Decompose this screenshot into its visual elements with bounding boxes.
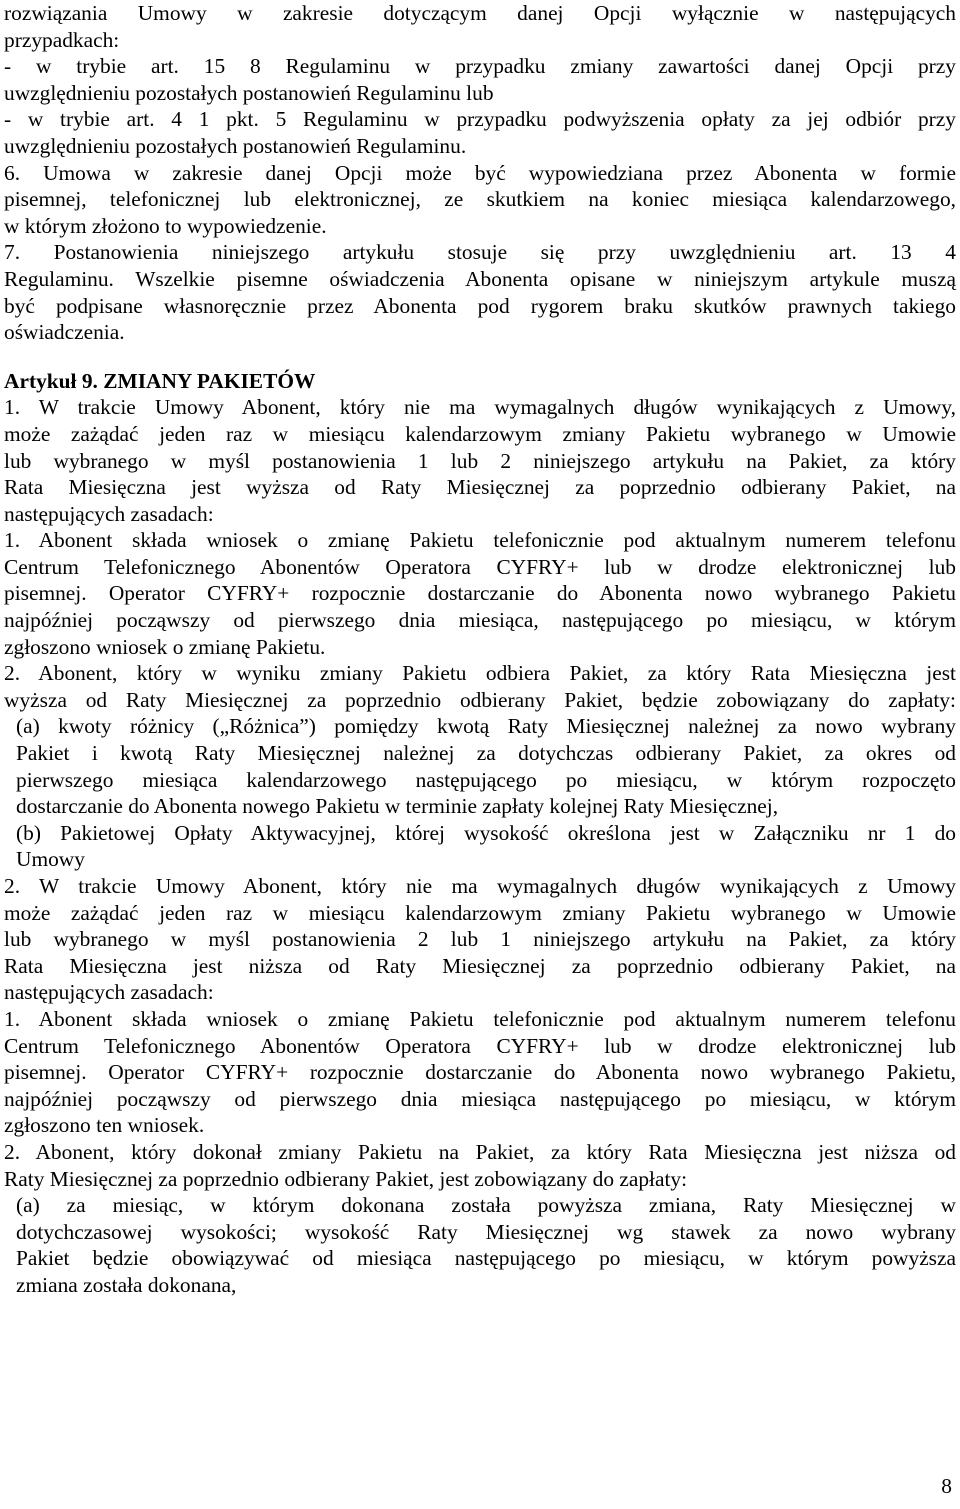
text-line: być podpisane własnoręcznie przez Abonenta pod rygorem braku skutków prawnych takiego	[4, 293, 956, 318]
text-line: pisemnej, telefonicznej lub elektronicznej, ze skutkiem na koniec miesiąca kalendarzowego,	[4, 187, 956, 212]
text-line: dostarczanie do Abonenta nowego Pakietu w terminie zapłaty kolejnej Raty Miesięcznej,	[16, 794, 779, 819]
text-line: Centrum Telefonicznego Abonentów Operatora CYFRY+ lub w drodze elektronicznej lub	[4, 554, 956, 579]
text-line: 7. Postanowienia niniejszego artykułu stosuje się przy uwzględnieniu art. 13 4	[4, 240, 956, 265]
blank-line	[4, 346, 956, 368]
text-line: 1. Abonent składa wniosek o zmianę Pakietu telefonicznie pod aktualnym numerem telefonu	[4, 1006, 956, 1031]
page-number: 8	[941, 1474, 952, 1498]
text-line: Centrum Telefonicznego Abonentów Operatora CYFRY+ lub w drodze elektronicznej lub	[4, 1033, 956, 1058]
text-line: Raty Miesięcznej za poprzednio odbierany Pakiet, jest zobowiązany do zapłaty:	[4, 1166, 688, 1191]
text-line: w którym złożono to wypowiedzenie.	[4, 213, 327, 238]
text-line: pisemnej. Operator CYFRY+ rozpocznie dostarczanie do Abonenta nowo wybranego Pakietu	[4, 581, 956, 606]
text-line: Rata Miesięczna jest wyższa od Raty Miesięcznej za poprzednio odbierany Pakiet, na	[4, 475, 956, 500]
text-line: dotychczasowej wysokości; wysokość Raty Miesięcznej wg stawek za nowo wybrany	[16, 1219, 956, 1244]
text-line: następujących zasadach:	[4, 980, 214, 1005]
text-line: oświadczenia.	[4, 320, 125, 345]
text-line: wyższa od Raty Miesięcznej za poprzednio odbierany Pakiet, będzie zobowiązany do zapłaty:	[4, 687, 956, 712]
text-line: najpóźniej począwszy od pierwszego dnia miesiąca następującego po miesiącu, w którym	[4, 1086, 956, 1111]
text-line: 1. Abonent składa wniosek o zmianę Pakietu telefonicznie pod aktualnym numerem telefonu	[4, 528, 956, 553]
text-line: (a) za miesiąc, w którym dokonana została powyższa zmiana, Raty Miesięcznej w	[16, 1193, 956, 1218]
text-line: najpóźniej począwszy od pierwszego dnia miesiąca, następującego po miesiącu, w którym	[4, 608, 956, 633]
text-line: (a) kwoty różnicy („Różnica”) pomiędzy kwotą Raty Miesięcznej należnej za nowo wybrany	[16, 714, 956, 739]
text-line: 6. Umowa w zakresie danej Opcji może być wypowiedziana przez Abonenta w formie	[4, 160, 956, 185]
text-line: - w trybie art. 15 8 Regulaminu w przypadku zmiany zawartości danej Opcji przy	[4, 54, 956, 79]
text-line: następujących zasadach:	[4, 501, 214, 526]
text-line: Pakiet będzie obowiązywać od miesiąca następującego po miesiącu, w którym powyższa	[16, 1246, 956, 1271]
text-line: lub wybranego w myśl postanowienia 1 lub 2 niniejszego artykułu na Pakiet, za który	[4, 448, 956, 473]
text-line: zgłoszono wniosek o zmianę Pakietu.	[4, 634, 326, 659]
text-line: Pakiet i kwotą Raty Miesięcznej należnej za dotychczas odbierany Pakiet, za okres od	[16, 741, 956, 766]
text-line: przypadkach:	[4, 27, 120, 52]
text-line: zgłoszono ten wniosek.	[4, 1113, 205, 1138]
text-line: uwzględnieniu pozostałych postanowień Regulaminu.	[4, 133, 467, 158]
text-line: uwzględnieniu pozostałych postanowień Regulaminu lub	[4, 80, 494, 105]
text-line: 2. Abonent, który dokonał zmiany Pakietu na Pakiet, za który Rata Miesięczna jest niższa od	[4, 1139, 956, 1164]
text-line: pierwszego miesiąca kalendarzowego następującego po miesiącu, w którym rozpoczęto	[16, 767, 956, 792]
article-heading: Artykuł 9. ZMIANY PAKIETÓW	[4, 368, 316, 393]
text-line: 1. W trakcie Umowy Abonent, który nie ma wymagalnych długów wynikających z Umowy,	[4, 395, 956, 420]
text-line: zmiana została dokonana,	[16, 1272, 237, 1297]
text-line: - w trybie art. 4 1 pkt. 5 Regulaminu w przypadku podwyższenia opłaty za jej odbiór przy	[4, 107, 956, 132]
text-line: (b) Pakietowej Opłaty Aktywacyjnej, której wysokość określona jest w Załączniku nr 1 do	[16, 820, 956, 845]
text-line: lub wybranego w myśl postanowienia 2 lub 1 niniejszego artykułu na Pakiet, za który	[4, 927, 956, 952]
text-line: może zażądać jeden raz w miesiącu kalendarzowym zmiany Pakietu wybranego w Umowie	[4, 900, 956, 925]
text-line: pisemnej. Operator CYFRY+ rozpocznie dostarczanie do Abonenta nowo wybranego Pakietu,	[4, 1060, 956, 1085]
text-line: 2. Abonent, który w wyniku zmiany Pakietu odbiera Pakiet, za który Rata Miesięczna jest	[4, 661, 956, 686]
text-line: rozwiązania Umowy w zakresie dotyczącym danej Opcji wyłącznie w następujących	[4, 1, 956, 25]
text-line: Regulaminu. Wszelkie pisemne oświadczenia Abonenta opisane w niniejszym artykule muszą	[4, 266, 956, 291]
document-page	[4, 0, 956, 1299]
text-line: Umowy	[16, 847, 85, 872]
text-line: może zażądać jeden raz w miesiącu kalendarzowym zmiany Pakietu wybranego w Umowie	[4, 421, 956, 446]
text-line: 2. W trakcie Umowy Abonent, który nie ma wymagalnych długów wynikających z Umowy	[4, 874, 956, 898]
text-line: Rata Miesięczna jest niższa od Raty Miesięcznej za poprzednio odbierany Pakiet, na	[4, 953, 956, 978]
